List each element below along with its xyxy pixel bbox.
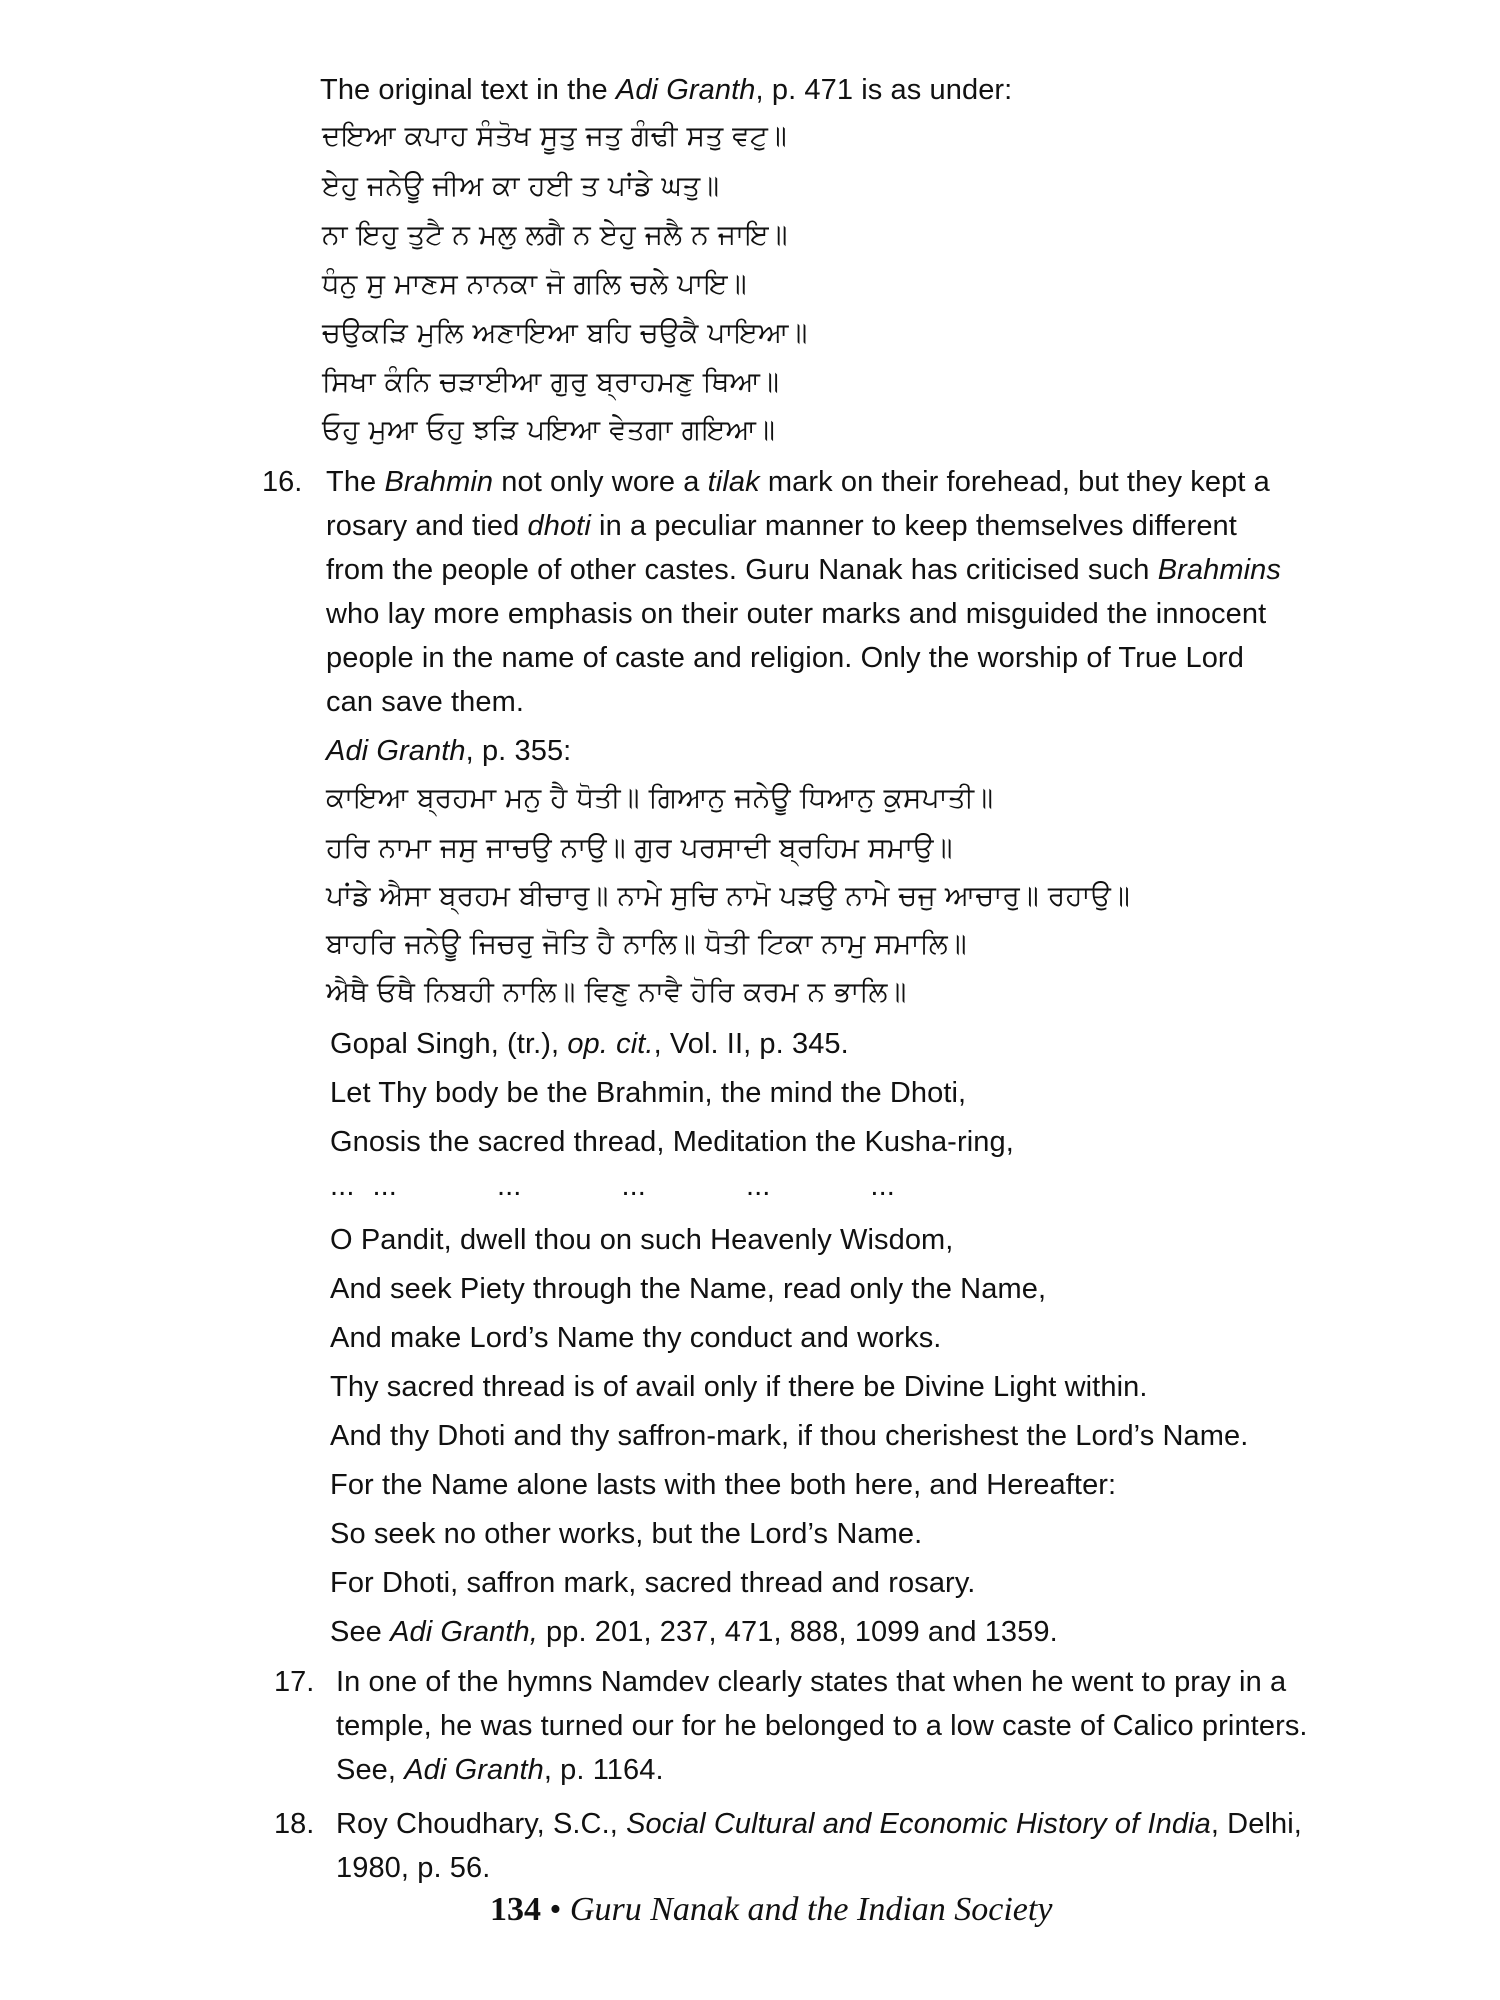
translation-reference: Gopal Singh, (tr.), op. cit., Vol. II, p. 345. [330,1028,849,1060]
gurmukhi-verse: ਧੰਨੁ ਸੁ ਮਾਣਸ ਨਾਨਕਾ ਜੋ ਗਲਿ ਚਲੇ ਪਾਇ॥ [322,267,747,300]
translation-line: And seek Piety through the Name, read only the Name, [330,1273,1047,1305]
gurmukhi-verse: ਓਹੁ ਮੁਆ ਓਹੁ ਝੜਿ ਪਇਆ ਵੇਤਗਾ ਗਇਆ॥ [322,413,776,446]
gurmukhi-verse: ਨਾ ਇਹੁ ਤੁਟੈ ਨ ਮਲੁ ਲਗੈ ਨ ਏਹੁ ਜਲੈ ਨ ਜਾਇ॥ [322,218,788,251]
gurmukhi-verse: ਏਹੁ ਜਨੇਊ ਜੀਅ ਕਾ ਹਈ ਤ ਪਾਂਡੇ ਘਤੁ॥ [322,169,720,202]
note-17-line: In one of the hymns Namdev clearly states that when he went to pray in a [336,1666,1287,1698]
book-running-title: Guru Nanak and the Indian Society [569,1891,1053,1928]
note-17-line: temple, he was turned our for he belonged to a low caste of Calico printers. [336,1710,1308,1742]
gurmukhi-verse: ਪਾਂਡੇ ਐਸਾ ਬ੍ਰਹਮ ਬੀਚਾਰੁ॥ ਨਾਮੇ ਸੁਚਿ ਨਾਮੋ ਪੜਉ ਨਾਮੇ ਚਜੁ ਆਚਾਰੁ॥ ਰਹਾਉ॥ [326,879,1130,912]
gurmukhi-verse: ਐਥੈ ਓਥੈ ਨਿਬਹੀ ਨਾਲਿ॥ ਵਿਣੁ ਨਾਵੈ ਹੋਰਿ ਕਰਮ ਨ ਭਾਲਿ॥ [326,975,907,1008]
note-16-line: can save them. [326,686,525,718]
ellipsis-row: ... ... ... ... ... ... [330,1170,895,1202]
translation-line: And thy Dhoti and thy saffron-mark, if thou cherishest the Lord’s Name. [330,1420,1249,1452]
translation-line: Gnosis the sacred thread, Meditation the Kusha-ring, [330,1126,1014,1158]
translation-line: For Dhoti, saffron mark, sacred thread and rosary. [330,1567,976,1599]
note-number: 16. [262,466,303,498]
gurmukhi-verse: ਹਰਿ ਨਾਮਾ ਜਸੁ ਜਾਚਉ ਨਾਉ॥ ਗੁਰ ਪਰਸਾਦੀ ਬ੍ਰਹਿਮ ਸਮਾਉ॥ [326,831,953,864]
gurmukhi-verse: ਕਾਇਆ ਬ੍ਰਹਮਾ ਮਨੁ ਹੈ ਧੋਤੀ॥ ਗਿਆਨੁ ਜਨੇਊ ਧਿਆਨੁ ਕੁਸਪਾਤੀ॥ [326,781,994,814]
page-number: 134 [490,1891,541,1928]
gurmukhi-verse: ਸਿਖਾ ਕੰਨਿ ਚੜਾਈਆ ਗੁਰੁ ਬ੍ਰਾਹਮਣੁ ਥਿਆ॥ [322,365,780,398]
note-16-line: rosary and tied dhoti in a peculiar manner to keep themselves different [326,510,1237,542]
translation-line: O Pandit, dwell thou on such Heavenly Wisdom, [330,1224,954,1256]
note-number: 18. [274,1808,315,1840]
translation-line: Let Thy body be the Brahmin, the mind the Dhoti, [330,1077,967,1109]
note-17-line: See, Adi Granth, p. 1164. [336,1754,664,1786]
source-reference: Adi Granth, p. 355: [326,735,572,767]
note-18-line: 1980, p. 56. [336,1852,491,1884]
note-18-line: Roy Choudhary, S.C., Social Cultural and Economic History of India, Delhi, [336,1808,1302,1840]
intro-line: The original text in the Adi Granth, p. 471 is as under: [320,74,1013,106]
translation-line: So seek no other works, but the Lord’s Name. [330,1518,923,1550]
gurmukhi-verse: ਦਇਆ ਕਪਾਹ ਸੰਤੋਖ ਸੂਤੁ ਜਤੁ ਗੰਢੀ ਸਤੁ ਵਟੁ॥ [322,119,787,152]
book-title: Adi Granth [615,74,756,106]
note-16-line: from the people of other castes. Guru Nanak has criticised such Brahmins [326,554,1281,586]
translation-line: For the Name alone lasts with thee both here, and Hereafter: [330,1469,1117,1501]
gurmukhi-verse: ਬਾਹਰਿ ਜਨੇਊ ਜਿਚਰੁ ਜੋਤਿ ਹੈ ਨਾਲਿ॥ ਧੋਤੀ ਟਿਕਾ ਨਾਮੁ ਸਮਾਲਿ॥ [326,927,967,960]
note-16-line: people in the name of caste and religion. Only the worship of True Lord [326,642,1244,674]
see-also-reference: See Adi Granth, pp. 201, 237, 471, 888, 1099 and 1359. [330,1616,1058,1648]
gurmukhi-verse: ਚਉਕੜਿ ਮੁਲਿ ਅਣਾਇਆ ਬਹਿ ਚਉਕੈ ਪਾਇਆ॥ [322,316,808,349]
footer-bullet: • [549,1891,562,1928]
note-16-line: who lay more emphasis on their outer marks and misguided the innocent [326,598,1267,630]
translation-line: Thy sacred thread is of avail only if there be Divine Light within. [330,1371,1148,1403]
note-number: 17. [274,1666,315,1698]
note-16-line: The Brahmin not only wore a tilak mark on their forehead, but they kept a [326,466,1270,498]
translation-line: And make Lord’s Name thy conduct and works. [330,1322,942,1354]
page-footer [490,1890,1052,1930]
